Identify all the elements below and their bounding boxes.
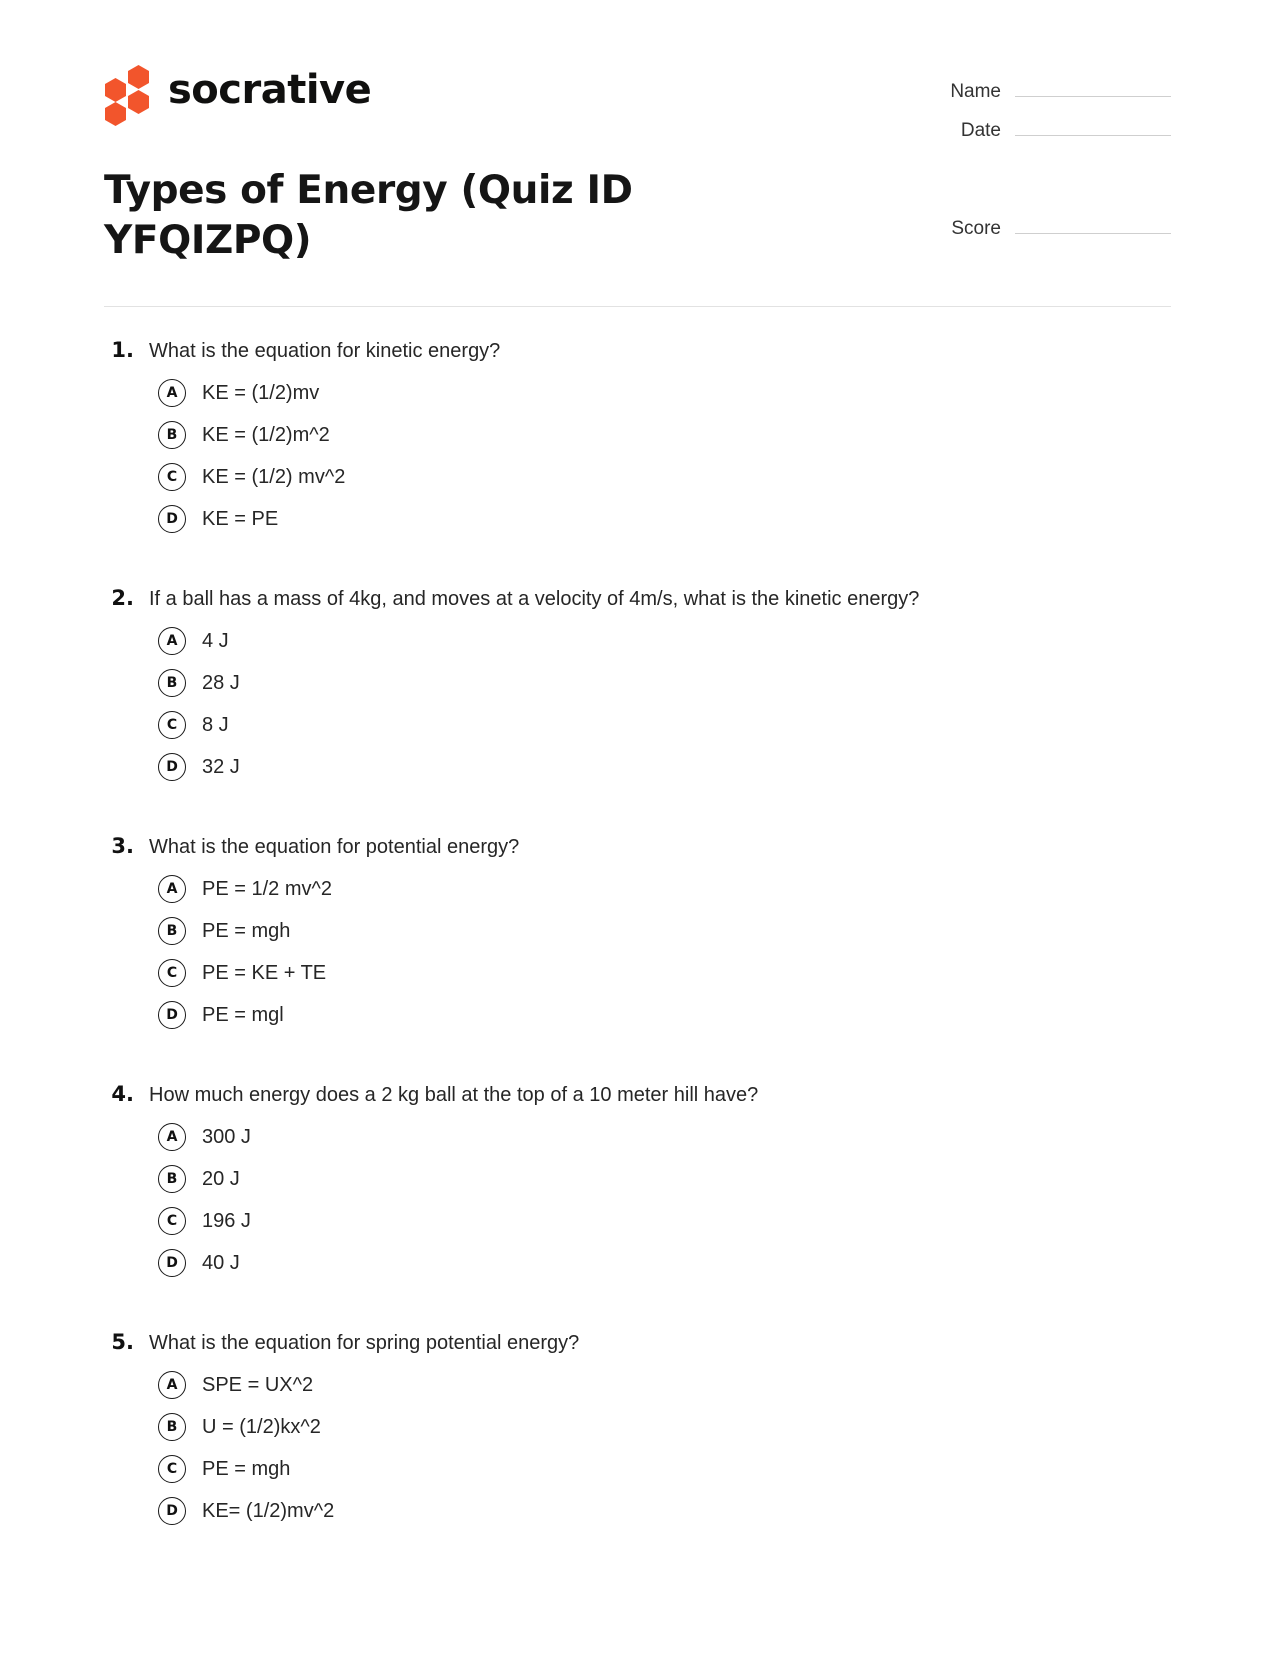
answer-choice[interactable] (104, 711, 1171, 739)
choice-bubble-c[interactable]: C (158, 1455, 186, 1483)
page-header (0, 0, 1275, 266)
choice-text: KE = PE (202, 507, 279, 530)
hexagon-bottom-left-icon (105, 102, 126, 126)
answer-choice[interactable] (104, 1497, 1171, 1525)
choice-text: KE = (1/2)mv (202, 381, 320, 404)
name-field-row (903, 76, 1171, 103)
choice-bubble-a[interactable]: A (158, 1371, 186, 1399)
answer-choice[interactable] (104, 917, 1171, 945)
choice-text: PE = mgh (202, 1457, 291, 1480)
question-item (104, 833, 1171, 1029)
answer-choice[interactable] (104, 1413, 1171, 1441)
answer-choice[interactable] (104, 1455, 1171, 1483)
date-field-label: Date (960, 120, 1001, 141)
question-item (104, 337, 1171, 533)
question-text: What is the equation for spring potential energy? (149, 1331, 580, 1354)
answer-choice[interactable] (104, 627, 1171, 655)
choice-bubble-b[interactable]: B (158, 421, 186, 449)
choice-bubble-d[interactable]: D (158, 505, 186, 533)
answer-choice[interactable] (104, 669, 1171, 697)
answer-choice[interactable] (104, 959, 1171, 987)
question-heading (104, 585, 1171, 613)
question-number: 3. (111, 833, 134, 858)
student-info-fields (903, 62, 1171, 240)
choice-text: PE = mgh (202, 919, 291, 942)
choice-bubble-c[interactable]: C (158, 1207, 186, 1235)
page-title: Types of Energy (Quiz ID YFQIZPQ) (104, 168, 633, 263)
answer-choice[interactable] (104, 1371, 1171, 1399)
answer-choice[interactable] (104, 505, 1171, 533)
answer-choice[interactable] (104, 1123, 1171, 1151)
score-field-row (903, 213, 1171, 240)
choice-bubble-a[interactable]: A (158, 875, 186, 903)
socrative-logo (104, 62, 724, 118)
choice-text: KE= (1/2)mv^2 (202, 1499, 335, 1522)
answer-choice[interactable] (104, 1207, 1171, 1235)
question-text: How much energy does a 2 kg ball at the top of a 10 meter hill have? (149, 1083, 759, 1106)
date-field-input-line[interactable] (1015, 115, 1171, 136)
choice-bubble-b[interactable]: B (158, 669, 186, 697)
choice-text: 300 J (202, 1125, 251, 1148)
choice-text: U = (1/2)kx^2 (202, 1415, 321, 1438)
question-text: What is the equation for potential energy? (149, 835, 520, 858)
question-number: 2. (111, 585, 134, 610)
question-item (104, 1329, 1171, 1525)
question-heading (104, 1081, 1171, 1109)
question-text: What is the equation for kinetic energy? (149, 339, 501, 362)
question-number: 4. (111, 1081, 134, 1106)
choice-text: 32 J (202, 755, 240, 778)
choice-text: 28 J (202, 671, 240, 694)
answer-choice[interactable] (104, 1001, 1171, 1029)
choice-text: 4 J (202, 629, 229, 652)
question-text: If a ball has a mass of 4kg, and moves at a velocity of 4m/s, what is the kinetic energy? (149, 587, 920, 610)
choice-text: PE = mgl (202, 1003, 284, 1026)
brand-name: socrative (168, 67, 372, 113)
brand-and-title-block (104, 62, 724, 266)
hexagon-top-right-icon (128, 65, 149, 89)
choice-bubble-c[interactable]: C (158, 463, 186, 491)
choice-bubble-b[interactable]: B (158, 1165, 186, 1193)
answer-choice[interactable] (104, 875, 1171, 903)
question-number: 5. (111, 1329, 134, 1354)
question-item (104, 1081, 1171, 1277)
choice-text: SPE = UX^2 (202, 1373, 314, 1396)
answer-choice[interactable] (104, 379, 1171, 407)
choice-bubble-d[interactable]: D (158, 753, 186, 781)
choice-text: KE = (1/2)m^2 (202, 423, 330, 446)
choice-bubble-c[interactable]: C (158, 711, 186, 739)
choice-bubble-d[interactable]: D (158, 1001, 186, 1029)
answer-choice[interactable] (104, 1165, 1171, 1193)
choice-bubble-b[interactable]: B (158, 1413, 186, 1441)
choice-bubble-d[interactable]: D (158, 1497, 186, 1525)
score-field-label: Score (951, 218, 1001, 239)
answer-choice[interactable] (104, 421, 1171, 449)
choice-bubble-c[interactable]: C (158, 959, 186, 987)
answer-choice[interactable] (104, 1249, 1171, 1277)
question-heading (104, 1329, 1171, 1357)
score-field-input-line[interactable] (1015, 213, 1171, 234)
hexagon-middle-left-icon (105, 78, 126, 102)
socrative-hexagon-logo-icon (104, 65, 150, 115)
name-field-label: Name (950, 81, 1001, 102)
choice-text: 20 J (202, 1167, 240, 1190)
choice-text: 40 J (202, 1251, 240, 1274)
hexagon-middle-right-icon (128, 90, 149, 114)
question-heading (104, 337, 1171, 365)
choice-text: PE = 1/2 mv^2 (202, 877, 332, 900)
name-field-input-line[interactable] (1015, 76, 1171, 97)
choice-text: PE = KE + TE (202, 961, 327, 984)
question-item (104, 585, 1171, 781)
choice-text: 8 J (202, 713, 229, 736)
choice-bubble-b[interactable]: B (158, 917, 186, 945)
choice-text: 196 J (202, 1209, 251, 1232)
choice-bubble-a[interactable]: A (158, 1123, 186, 1151)
choice-bubble-a[interactable]: A (158, 627, 186, 655)
question-number: 1. (111, 337, 134, 362)
date-field-row (903, 115, 1171, 142)
question-heading (104, 833, 1171, 861)
question-list (0, 307, 1275, 1525)
answer-choice[interactable] (104, 753, 1171, 781)
choice-bubble-a[interactable]: A (158, 379, 186, 407)
choice-bubble-d[interactable]: D (158, 1249, 186, 1277)
choice-text: KE = (1/2) mv^2 (202, 465, 346, 488)
answer-choice[interactable] (104, 463, 1171, 491)
